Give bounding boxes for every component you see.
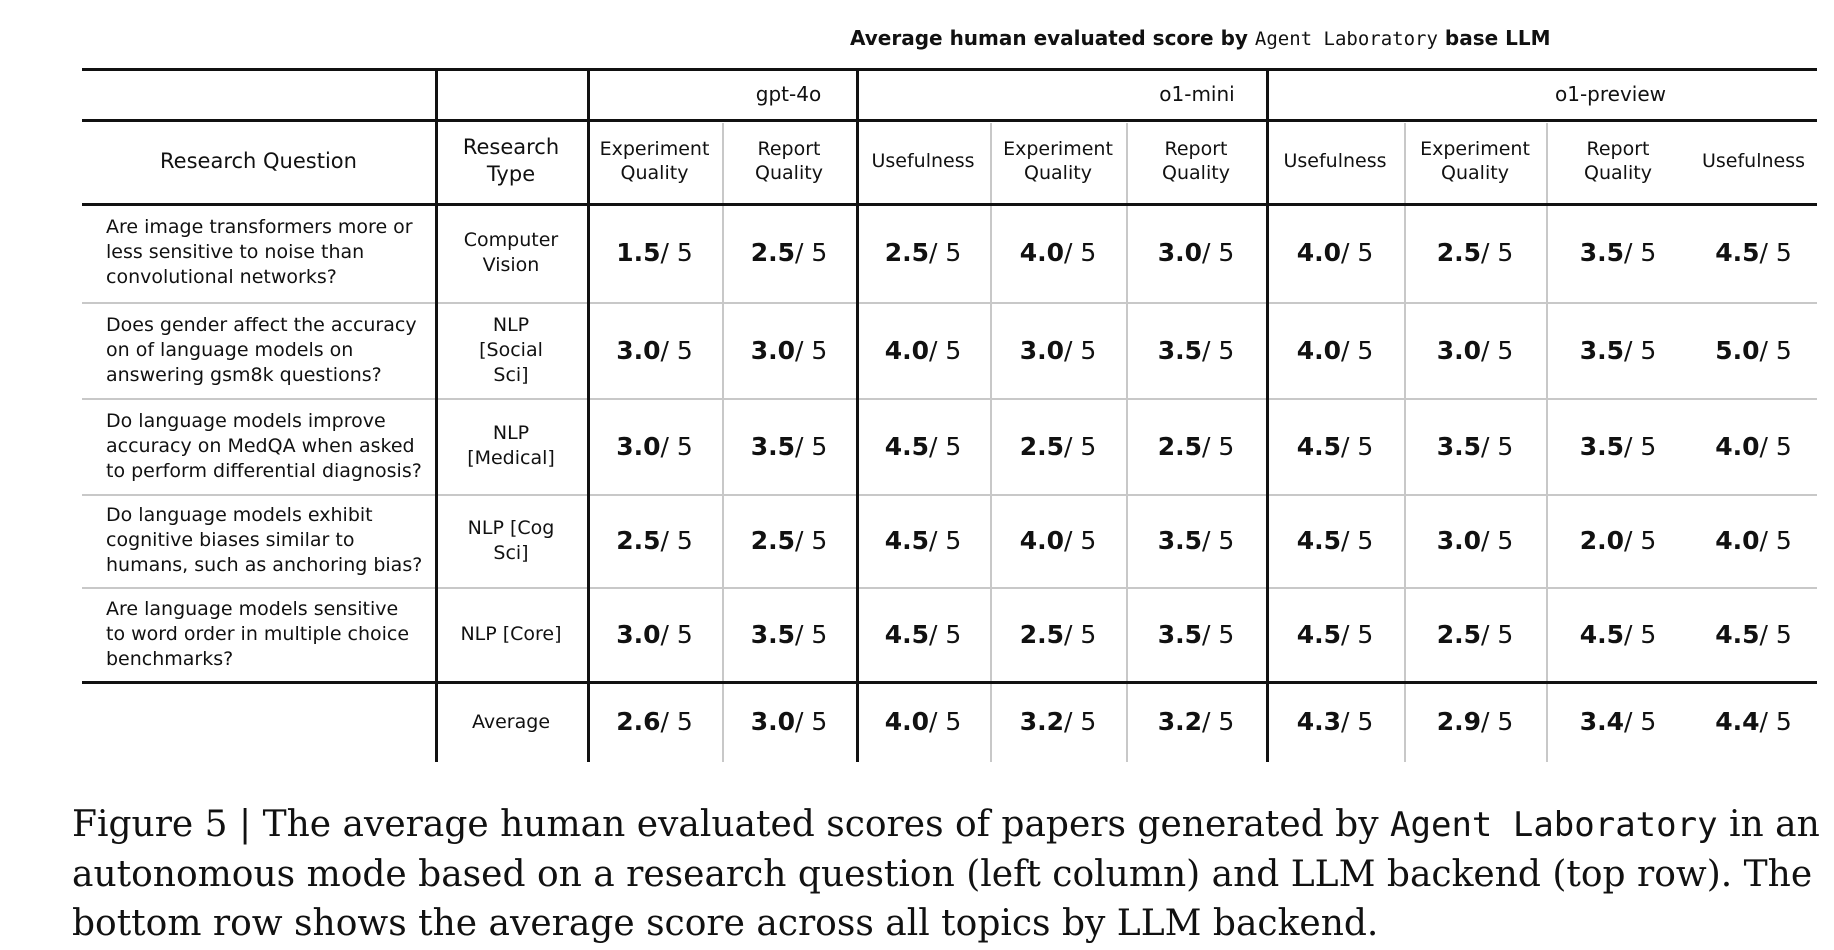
average-score-cell: 2.6 / 5 [616,707,693,736]
score-cell: 3.5 / 5 [1436,431,1514,461]
score-cell: 3.0 / 5 [616,431,693,461]
research-type: Computer Vision [463,228,559,276]
score-cell: 3.5 / 5 [1579,431,1657,461]
score-cell: 3.0 / 5 [750,335,828,365]
score-cell: 3.5 / 5 [1157,619,1235,649]
score-cell: 2.5 / 5 [616,526,693,555]
metric-header: Report Quality [1584,138,1652,184]
score-cell: 4.0 / 5 [1715,526,1792,555]
score-cell: 2.5 / 5 [1157,431,1235,461]
average-score-cell: 3.4 / 5 [1579,707,1657,736]
metric-header: Experiment Quality [599,138,710,184]
research-type: NLP [Social Sci] [479,313,543,386]
metric-header: Report Quality [1162,138,1230,184]
score-cell: 2.5 / 5 [1436,619,1514,649]
average-score-cell: 4.3 / 5 [1296,707,1374,736]
score-cell: 4.5 / 5 [884,619,962,649]
score-cell: 2.5 / 5 [884,238,962,267]
average-score-cell: 2.9 / 5 [1436,707,1514,736]
score-cell: 4.0 / 5 [1296,238,1374,267]
score-cell: 4.5 / 5 [1715,619,1792,649]
score-cell: 4.5 / 5 [1296,431,1374,461]
score-cell: 5.0 / 5 [1715,335,1792,365]
research-question: Are image transformers more or less sensitive to noise than convolutional networks? [106,216,413,288]
score-cell: 1.5 / 5 [616,238,693,267]
score-cell: 3.0 / 5 [1019,335,1097,365]
research-question: Do language models exhibit cognitive biases similar to humans, such as anchoring bias? [106,504,423,576]
score-cell: 3.0 / 5 [616,619,693,649]
average-score-cell: 3.2 / 5 [1019,707,1097,736]
metric-header: Report Quality [755,138,823,184]
score-cell: 3.0 / 5 [1157,238,1235,267]
score-cell: 2.5 / 5 [750,526,828,555]
research-type: NLP [Medical] [467,422,555,469]
header-research-type: Research Type [462,135,560,186]
score-cell: 4.0 / 5 [1019,238,1097,267]
score-cell: 2.5 / 5 [1436,238,1514,267]
metric-header: Usefulness [871,150,975,172]
score-cell: 3.5 / 5 [1157,526,1235,555]
average-score-cell: 3.2 / 5 [1157,707,1235,736]
score-cell: 4.5 / 5 [884,431,962,461]
llm-header-o1-mini: o1-mini [1159,81,1235,106]
metric-header: Experiment Quality [1420,138,1530,184]
score-cell: 3.5 / 5 [1579,335,1657,365]
score-cell: 3.5 / 5 [750,431,828,461]
score-cell: 3.0 / 5 [1436,335,1514,365]
score-cell: 4.5 / 5 [1715,238,1792,267]
llm-header-o1-preview: o1-preview [1554,81,1666,106]
average-score-cell: 3.0 / 5 [750,707,828,736]
research-type: NLP [Core] [460,622,562,645]
score-cell: 3.5 / 5 [1157,335,1235,365]
score-cell: 4.5 / 5 [1296,526,1374,555]
metric-header: Usefulness [1283,150,1387,172]
figure-caption: Figure 5 | The average human evaluated scores of papers generated by Agent Laboratory in an autonomous mode based on a research question (left column) and LLM backend (top row). The bottom row shows the average score across all topics by LLM backend. [72,804,1820,944]
research-question: Are language models sensitive to word order in multiple choice benchmarks? [106,597,410,670]
llm-header-gpt-4o: gpt-4o [755,81,822,106]
score-cell: 4.0 / 5 [884,335,962,365]
table-title: Average human evaluated score by Agent Laboratory base LLM [850,26,1551,50]
score-cell: 2.5 / 5 [750,238,828,267]
average-score-cell: 4.4 / 5 [1715,707,1792,736]
research-question: Does gender affect the accuracy on of language models on answering gsm8k questions? [106,313,417,386]
score-cell: 2.5 / 5 [1019,431,1097,461]
metric-header: Experiment Quality [1003,138,1113,184]
score-cell: 4.5 / 5 [1579,619,1657,649]
average-label: Average [471,710,551,733]
metric-header: Usefulness [1701,150,1806,172]
score-cell: 2.0 / 5 [1579,526,1657,555]
header-research-question: Research Question [160,149,357,173]
score-cell: 4.5 / 5 [884,526,962,555]
score-cell: 3.5 / 5 [750,619,828,649]
score-cell: 4.0 / 5 [1715,431,1792,461]
score-cell: 3.0 / 5 [616,335,693,365]
score-cell: 3.5 / 5 [1579,238,1657,267]
research-question: Do language models improve accuracy on MedQA when asked to perform differential diagnosis? [106,409,422,482]
score-cell: 4.0 / 5 [1019,526,1097,555]
average-score-cell: 4.0 / 5 [884,707,962,736]
score-cell: 4.5 / 5 [1296,619,1374,649]
score-cell: 3.0 / 5 [1436,526,1514,555]
score-cell: 4.0 / 5 [1296,335,1374,365]
score-cell: 2.5 / 5 [1019,619,1097,649]
research-type: NLP [Cog Sci] [467,516,555,564]
